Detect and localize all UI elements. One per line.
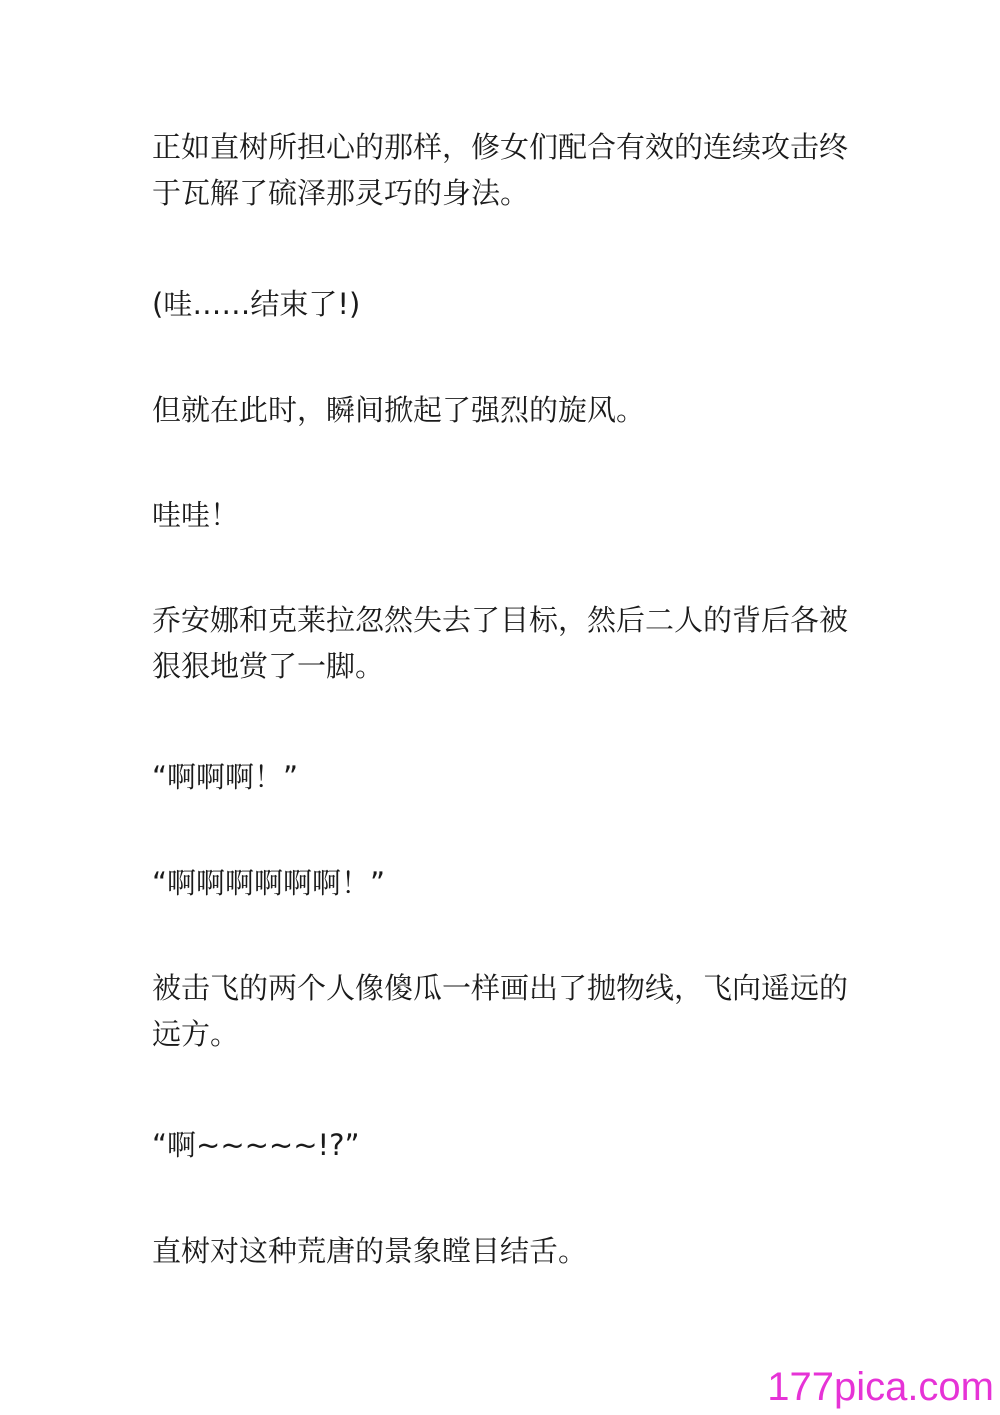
site-watermark: 177pica.com: [767, 1365, 994, 1409]
paragraph-10: 直树对这种荒唐的景象瞠目结舌。: [152, 1234, 588, 1268]
paragraph-9: “啊~~~~~!?”: [152, 1128, 360, 1162]
paragraph-2: (哇……结束了!): [152, 287, 361, 321]
paragraph-5: 乔安娜和克莱拉忽然失去了目标，然后二人的背后各被狠狠地赏了一脚。: [152, 603, 849, 683]
paragraph-3: 但就在此时，瞬间掀起了强烈的旋风。: [152, 393, 646, 427]
paragraph-8: 被击飞的两个人像傻瓜一样画出了抛物线，飞向遥远的远方。: [152, 971, 849, 1051]
paragraph-1: 正如直树所担心的那样，修女们配合有效的连续攻击终于瓦解了硫泽那灵巧的身法。: [152, 130, 849, 210]
paragraph-4: 哇哇！: [152, 498, 240, 532]
paragraph-7: “啊啊啊啊啊啊！”: [152, 866, 386, 900]
paragraph-6: “啊啊啊！”: [152, 760, 299, 794]
